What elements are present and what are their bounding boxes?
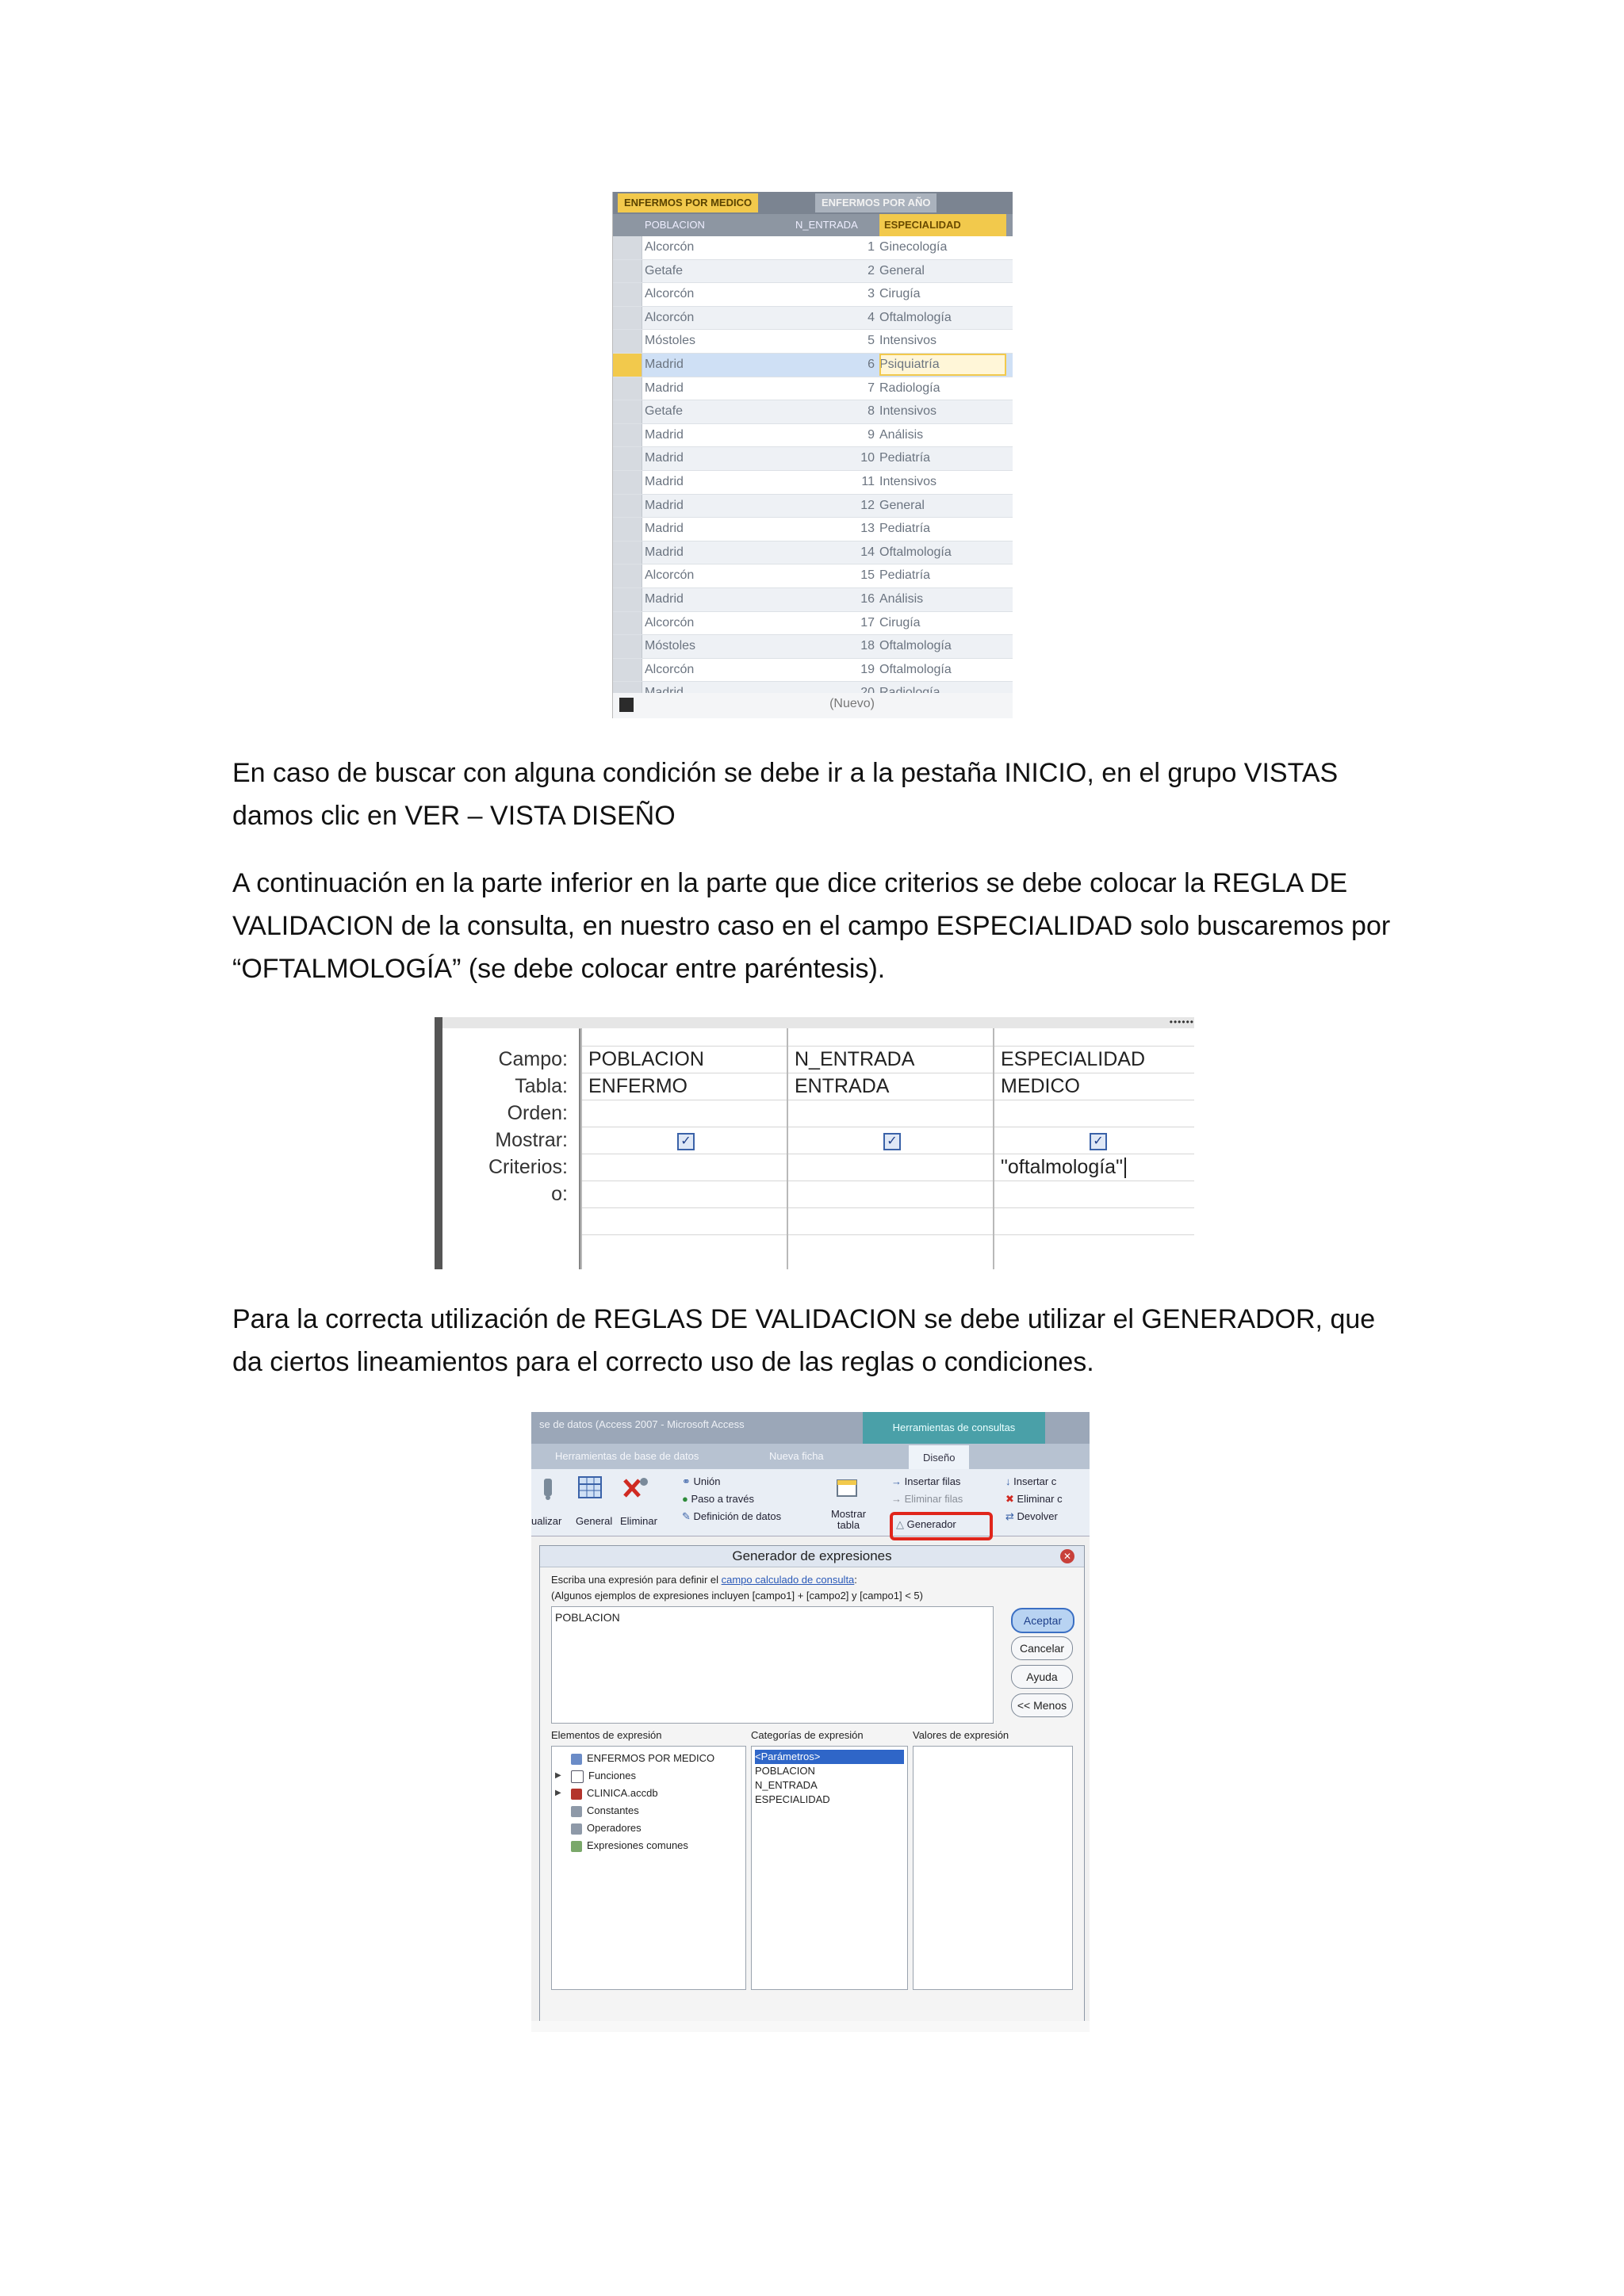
actualizar-button[interactable]: ualizar [531,1515,562,1527]
row-selector[interactable] [613,424,642,447]
category-item[interactable]: N_ENTRADA [755,1779,818,1791]
values-header: Valores de expresión [913,1729,1009,1741]
tree-item-operadores[interactable]: Operadores [558,1820,642,1837]
cell-poblacion[interactable]: Madrid [645,545,684,559]
table-row[interactable] [613,635,1013,659]
table-row[interactable] [613,307,1013,331]
category-item[interactable]: POBLACION [755,1765,815,1777]
label-criterios: Criterios: [488,1156,568,1178]
cell-n-entrada[interactable]: 9 [868,427,875,442]
cell-n-entrada[interactable]: 2 [868,263,875,277]
cell-poblacion[interactable]: Madrid [645,474,684,488]
cell-poblacion[interactable]: Alcorcón [645,310,695,324]
cell-poblacion[interactable]: Madrid [645,427,684,442]
row-selector[interactable] [613,518,642,541]
datasheet-rows [613,236,1013,706]
table-row[interactable] [613,659,1013,683]
cell-n-entrada[interactable]: 11 [861,474,875,488]
header-n-entrada[interactable]: N_ENTRADA [795,219,858,231]
values-list[interactable] [913,1746,1073,1990]
expression-value: POBLACION [555,1611,620,1624]
table-row[interactable] [613,283,1013,307]
tabla-cell[interactable]: MEDICO [1001,1075,1080,1097]
mostrar-checkbox[interactable]: ✓ [1090,1133,1107,1150]
operators-icon [571,1823,582,1835]
cell-poblacion[interactable]: Madrid [645,522,684,536]
cell-especialidad[interactable]: Ginecología [879,240,948,254]
cell-n-entrada[interactable]: 14 [860,545,875,559]
cell-n-entrada[interactable]: 19 [860,662,875,676]
design-grid [580,1028,1194,1269]
row-selector[interactable] [613,471,642,494]
tree-item-database[interactable]: CLINICA.accdb [558,1785,658,1802]
label-campo: Campo: [498,1048,568,1070]
header-poblacion[interactable]: POBLACION [645,219,705,231]
expression-input[interactable] [551,1606,994,1724]
criterios-cell[interactable] [1001,1154,1126,1181]
row-selector[interactable] [613,400,642,423]
cell-poblacion[interactable]: Alcorcón [645,662,695,676]
table-row[interactable] [613,377,1013,401]
delete-rows-icon: → [891,1493,905,1505]
cell-n-entrada[interactable]: 5 [868,334,875,348]
cell-especialidad[interactable]: Radiología [879,381,940,395]
grid-column-poblacion [580,1028,787,1269]
row-selector[interactable] [613,564,642,587]
tree-item-expresiones[interactable]: Expresiones comunes [558,1837,688,1854]
insertar-columnas-button[interactable]: ↓ Insertar c [1005,1475,1057,1487]
table-row[interactable] [613,447,1013,471]
row-selector[interactable] [613,447,642,470]
tree-item-constantes[interactable]: Constantes [558,1802,639,1820]
cell-especialidad[interactable]: Oftalmología [879,639,952,653]
cell-n-entrada[interactable]: 18 [860,639,875,653]
grid-column-especialidad [993,1028,1194,1269]
union-button[interactable]: ⚭ Unión [682,1475,721,1487]
paragraph-2: A continuación en la parte inferior en la parte que dice criterios se debe colocar la REGLA DE VALIDACION de la consulta, en nuestro caso en el campo ESPECIALIDAD solo buscaremos por “OFTALMOLOGÍA” (se debe colocar entre paréntesis). [232,868,1391,984]
cell-especialidad[interactable]: Cirugía [879,615,921,629]
insert-rows-icon: → [891,1475,905,1487]
instruction-text: Escriba una expresión para definir el campo calculado de consulta: [551,1574,857,1586]
cell-especialidad[interactable]: Intensivos [879,334,937,348]
row-selector[interactable] [613,307,642,330]
mostrar-tabla-button[interactable]: Mostrar tabla [830,1508,867,1531]
cell-especialidad[interactable]: General [879,263,925,277]
cell-n-entrada[interactable]: 4 [868,310,875,324]
table-row[interactable] [613,495,1013,519]
run-icon[interactable] [534,1474,563,1502]
cell-poblacion[interactable]: Madrid [645,591,684,606]
categories-list[interactable] [751,1746,908,1990]
cell-poblacion[interactable]: Madrid [645,451,684,465]
row-selector[interactable] [613,659,642,682]
status-bar [531,2021,1090,2032]
cell-n-entrada[interactable]: 6 [868,357,875,371]
cell-poblacion[interactable]: Alcorcón [645,615,695,629]
expand-icon[interactable]: ▶ [555,1771,561,1780]
common-expressions-icon [571,1841,582,1852]
expand-icon[interactable]: ▶ [555,1789,561,1797]
cell-n-entrada[interactable]: 8 [868,404,875,419]
cell-n-entrada[interactable]: 15 [860,568,875,583]
return-icon: ⇄ [1005,1510,1017,1522]
eliminar-filas-button[interactable]: → Eliminar filas [891,1493,963,1505]
row-selector[interactable] [613,354,642,377]
insert-columns-icon: ↓ [1005,1475,1014,1487]
grid-column-n-entrada [787,1028,993,1269]
label-o: o: [551,1183,568,1205]
grid-row-labels [442,1028,579,1269]
tab-nueva-ficha[interactable]: Nueva ficha [769,1450,824,1462]
row-selector[interactable] [613,377,642,400]
table-row[interactable] [613,236,1013,260]
campo-cell[interactable]: POBLACION [588,1048,704,1070]
tab-diseno[interactable]: Diseño [909,1445,969,1471]
paso-a-traves-button[interactable]: ● Paso a través [682,1493,754,1505]
column-header-row [613,214,1013,236]
tab-herramientas-bd[interactable]: Herramientas de base de datos [555,1450,699,1462]
criterios-value: "oftalmología" [1001,1156,1123,1178]
text-cursor [1124,1158,1126,1178]
cell-poblacion[interactable]: Getafe [645,404,684,419]
expression-builder-dialog [539,1545,1085,2022]
union-icon: ⚭ [682,1475,694,1487]
table-row[interactable] [613,260,1013,284]
label-tabla: Tabla: [515,1075,568,1097]
elements-header: Elementos de expresión [551,1729,662,1741]
tabla-cell[interactable]: ENTRADA [795,1075,890,1097]
cell-n-entrada[interactable]: 17 [860,615,875,629]
cell-n-entrada[interactable]: 3 [868,287,875,301]
cell-especialidad[interactable]: Análisis [879,591,924,606]
cell-poblacion[interactable]: Alcorcón [645,240,695,254]
insertar-filas-button[interactable]: → Insertar filas [891,1475,961,1487]
row-selector[interactable] [613,541,642,564]
cell-especialidad[interactable]: Psiquiatría [879,354,1006,376]
row-selector[interactable] [613,635,642,658]
label-mostrar: Mostrar: [495,1129,568,1151]
cell-n-entrada[interactable]: 13 [860,522,875,536]
row-selector[interactable] [613,330,642,353]
dialog-title: Generador de expresiones [732,1548,892,1563]
paragraph-1: En caso de buscar con alguna condición se debe ir a la pestaña INICIO, en el grupo VISTAS damos clic en VER – VISTA DISEÑO [232,758,1339,831]
close-icon[interactable]: ✕ [1060,1549,1074,1563]
window-title: se de datos (Access 2007 - Microsoft Access [539,1418,745,1430]
query-design-grid-figure [435,1017,1194,1269]
campo-cell[interactable]: ESPECIALIDAD [1001,1048,1146,1070]
general-button[interactable]: General [576,1515,613,1527]
label-orden: Orden: [507,1102,568,1124]
object-tabs [613,192,1013,214]
menos-button[interactable]: << Menos [1011,1693,1073,1717]
cell-n-entrada[interactable]: 16 [860,591,875,606]
tree-item-query[interactable]: ENFERMOS POR MEDICO [558,1750,714,1767]
cell-especialidad[interactable]: Oftalmología [879,310,952,324]
delete-columns-icon: ✖ [1005,1493,1017,1505]
new-record-label: (Nuevo) [829,697,875,710]
paragraph-3: Para la correcta utilización de REGLAS DE VALIDACION se debe utilizar el GENERADOR, que da ciertos lineamientos para el correcto uso de las reglas o condiciones. [232,1304,1376,1377]
cell-especialidad[interactable]: Análisis [879,427,924,442]
cell-especialidad[interactable]: Pediatría [879,451,931,465]
ayuda-button[interactable]: Ayuda [1011,1665,1073,1689]
row-selector[interactable] [613,612,642,635]
functions-icon [571,1770,584,1783]
cell-especialidad[interactable]: General [879,498,925,512]
cell-poblacion[interactable]: Alcorcón [645,287,695,301]
row-selector[interactable] [613,283,642,306]
dialog-title-bar [540,1546,1084,1567]
eliminar-columnas-button[interactable]: ✖ Eliminar c [1005,1493,1063,1505]
table-row[interactable] [613,354,1013,377]
expression-builder-figure [531,1412,1090,2032]
ribbon [531,1469,1090,1536]
tabla-cell[interactable]: ENFERMO [588,1075,688,1097]
new-record-row[interactable] [613,693,1013,718]
mostrar-checkbox[interactable]: ✓ [883,1133,901,1150]
query-icon [571,1754,582,1765]
tab-enfermos-por-medico[interactable]: ENFERMOS POR MEDICO [618,193,758,212]
new-record-icon [619,698,634,712]
table-row[interactable] [613,518,1013,541]
cell-poblacion[interactable]: Móstoles [645,334,696,348]
design-top-strip: •••••• [435,1017,1194,1029]
builder-wand-icon: △ [896,1518,907,1530]
categories-header: Categorías de expresión [751,1729,864,1741]
table-row[interactable] [613,541,1013,565]
row-selector[interactable] [613,495,642,518]
cancelar-button[interactable]: Cancelar [1011,1636,1073,1660]
window-title-bar [531,1412,1090,1444]
cell-poblacion[interactable]: Móstoles [645,639,696,653]
delete-query-icon[interactable] [620,1474,649,1502]
elements-tree[interactable] [551,1746,746,1990]
calculated-field-link[interactable]: campo calculado de consulta [721,1574,855,1586]
cell-especialidad[interactable]: Intensivos [879,474,937,488]
tree-item-funciones[interactable]: Funciones [558,1767,636,1785]
table-row[interactable] [613,330,1013,354]
cell-n-entrada[interactable]: 1 [868,240,875,254]
table-row[interactable] [613,424,1013,448]
category-item[interactable]: ESPECIALIDAD [755,1793,830,1805]
database-icon [571,1789,582,1800]
grid-left-border [435,1017,442,1269]
row-selector[interactable] [613,588,642,611]
table-row[interactable] [613,471,1013,495]
context-tab-header: Herramientas de consultas [863,1412,1045,1444]
table-row[interactable] [613,612,1013,636]
cell-poblacion[interactable]: Madrid [645,357,684,371]
cell-especialidad[interactable]: Pediatría [879,522,931,536]
cell-poblacion[interactable]: Madrid [645,498,684,512]
cell-n-entrada[interactable]: 12 [860,498,875,512]
campo-cell[interactable]: N_ENTRADA [795,1048,915,1070]
datasheet-figure [612,192,1013,718]
cell-especialidad[interactable]: Cirugía [879,287,921,301]
row-selector[interactable] [613,260,642,283]
table-row[interactable] [613,564,1013,588]
eliminar-button[interactable]: Eliminar [620,1515,657,1527]
cell-poblacion[interactable]: Madrid [645,381,684,395]
table-row[interactable] [613,400,1013,424]
cell-especialidad[interactable]: Oftalmología [879,545,952,559]
cell-poblacion[interactable]: Alcorcón [645,568,695,583]
pencil-icon: ✎ [682,1510,694,1522]
ribbon-tabs [531,1444,1090,1469]
definicion-datos-button[interactable]: ✎ Definición de datos [682,1510,782,1522]
category-item[interactable]: <Parámetros> [755,1750,904,1764]
devolver-button[interactable]: ⇄ Devolver [1005,1510,1058,1522]
cell-n-entrada[interactable]: 10 [860,451,875,465]
header-especialidad[interactable]: ESPECIALIDAD [879,214,1006,236]
example-text: (Algunos ejemplos de expresiones incluyen [campo1] + [campo2] y [campo1] < 5) [551,1590,923,1601]
general-view-icon[interactable] [576,1474,604,1502]
table-row[interactable] [613,588,1013,612]
generador-highlight-box [890,1512,993,1540]
show-table-icon[interactable] [833,1474,861,1502]
cell-poblacion[interactable]: Getafe [645,263,684,277]
aceptar-button[interactable]: Aceptar [1011,1608,1074,1633]
constants-icon [571,1806,582,1817]
generador-button[interactable]: △ Generador [896,1518,956,1530]
cell-especialidad[interactable]: Intensivos [879,404,937,419]
row-selector[interactable] [613,236,642,259]
mostrar-checkbox[interactable]: ✓ [677,1133,695,1150]
cell-especialidad[interactable]: Pediatría [879,568,931,583]
globe-icon: ● [682,1493,691,1505]
cell-n-entrada[interactable]: 7 [868,381,875,395]
cell-especialidad[interactable]: Oftalmología [879,662,952,676]
tab-enfermos-por-ano[interactable]: ENFERMOS POR AÑO [815,193,936,212]
